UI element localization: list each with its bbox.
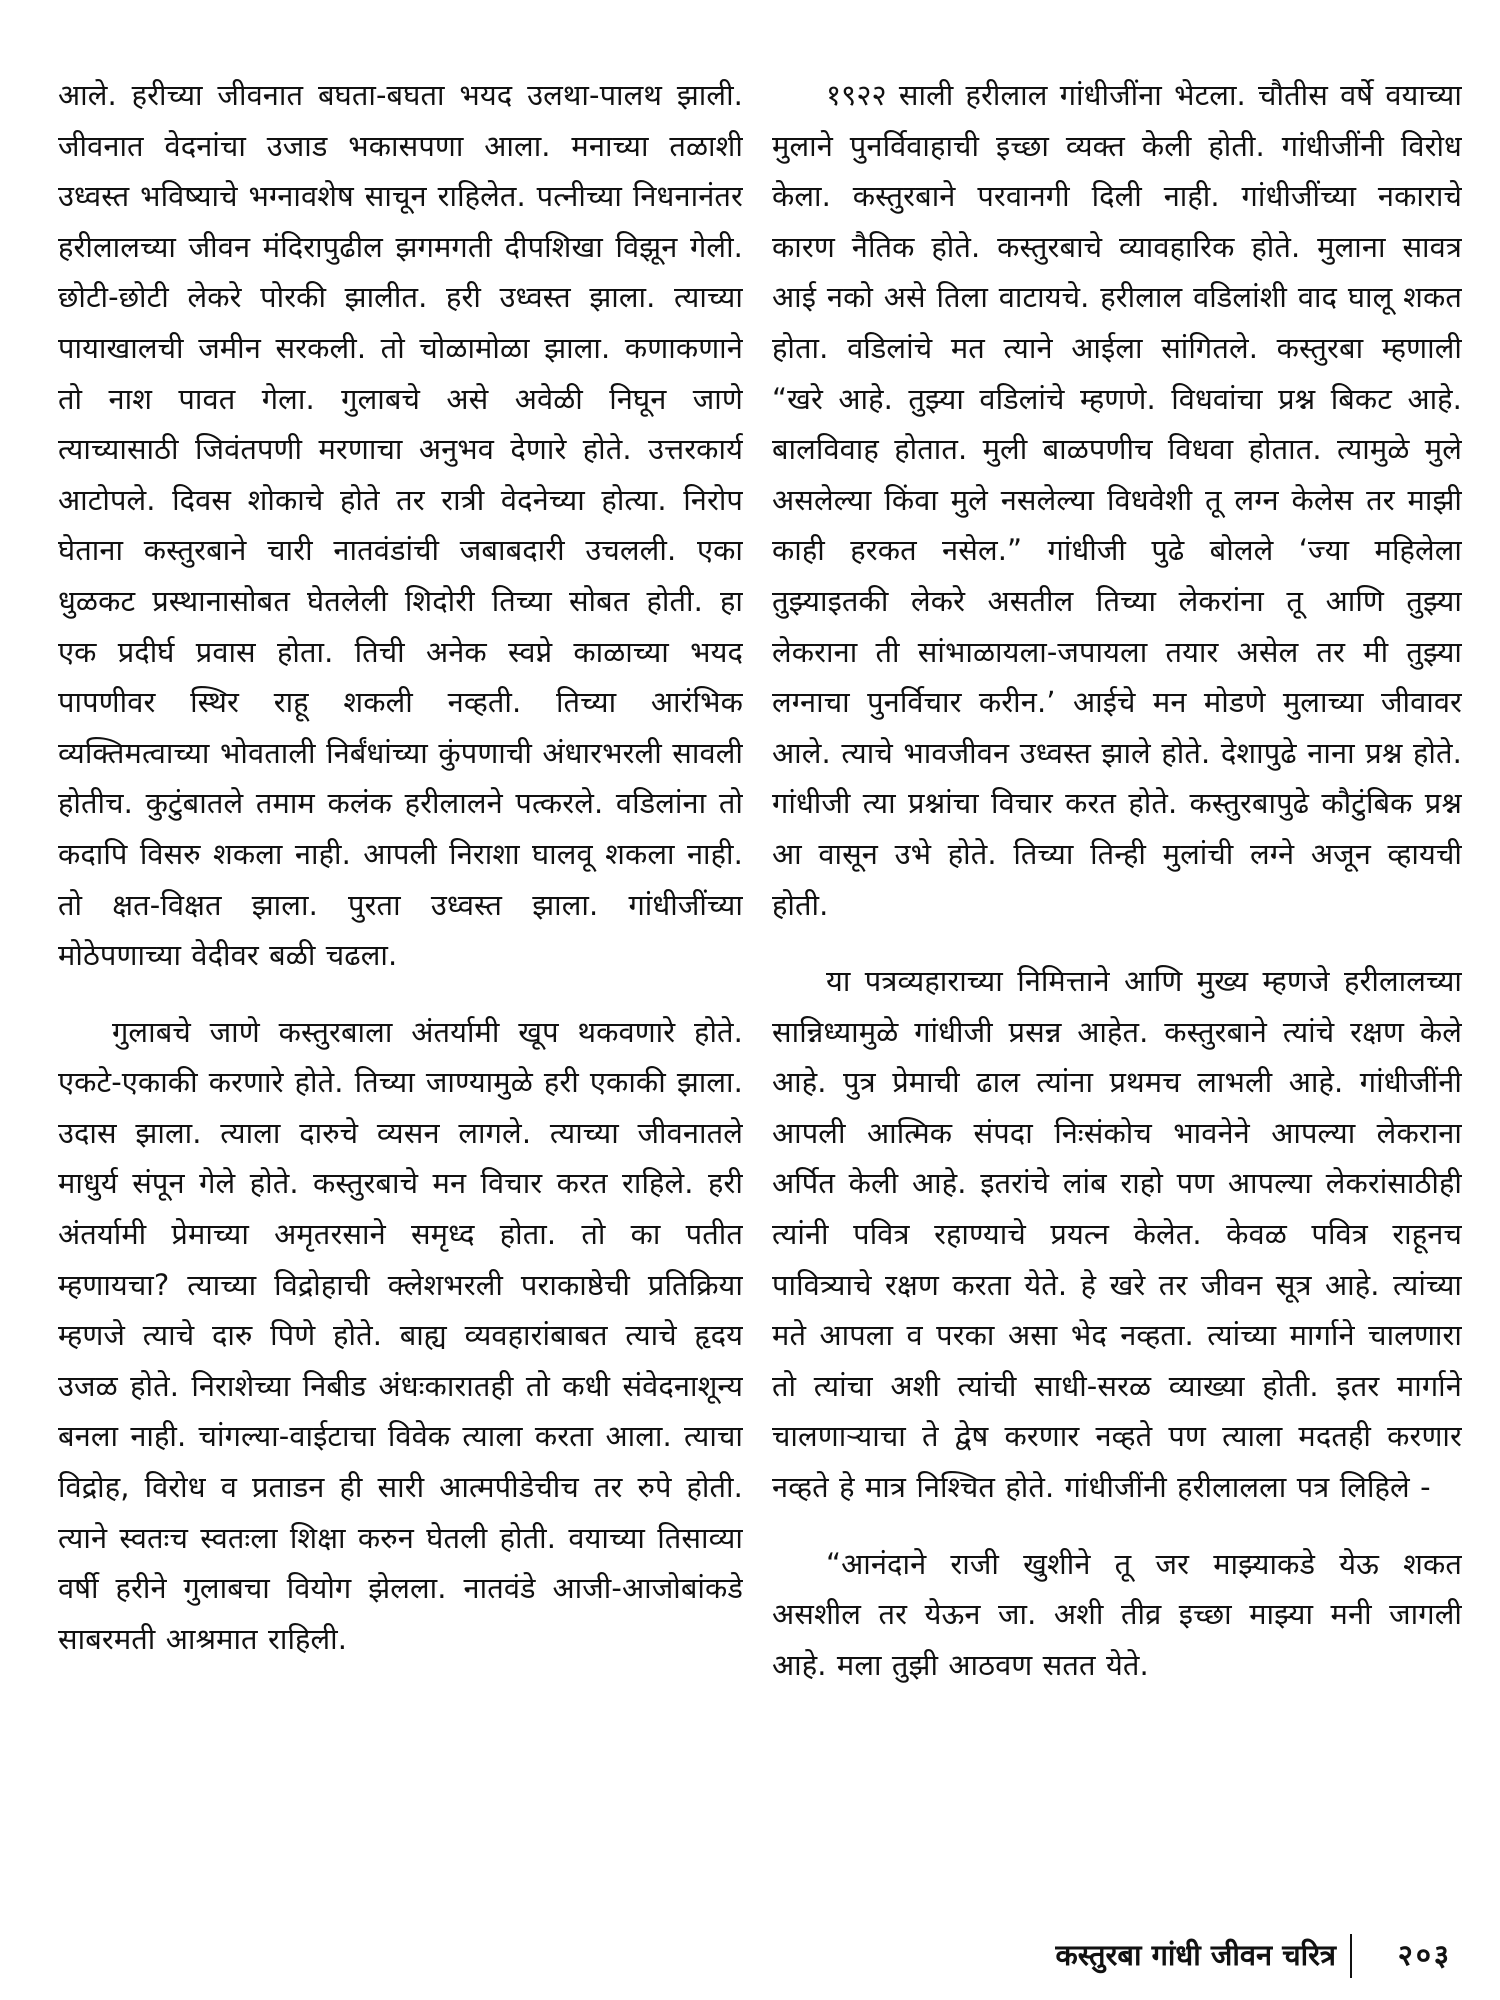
right-text-column (772, 70, 1462, 1900)
page-number: २०३ (1397, 1938, 1452, 1972)
paragraph: १९२२ साली हरीलाल गांधीजींना भेटला. चौतीस वर्षे वयाच्या मुलाने पुनर्विवाहाची इच्छा व्यक्त केली होती. गांधीजींनी विरोध केला. कस्तुरबाने परवानगी दिली नाही. गांधीजींच्या नकाराचे कारण नैतिक होते. कस्तुरबाचे व्यावहारिक होते. मुलाना सावत्र आई नको असे तिला वाटायचे. हरीलाल वडिलांशी वाद घालू शकत होता. वडिलांचे मत त्याने आईला सांगितले. कस्तुरबा म्हणाली “खरे आहे. तुझ्या वडिलांचे म्हणणे. विधवांचा प्रश्न बिकट आहे. बालविवाह होतात. मुली बाळपणीच विधवा होतात. त्यामुळे मुले असलेल्या किंवा मुले नसलेल्या विधवेशी तू लग्न केलेस तर माझी काही हरकत नसेल.” गांधीजी पुढे बोलले ‘ज्या महिलेला तुझ्याइतकी लेकरे असतील तिच्या लेकरांना तू आणि तुझ्या लेकराना ती सांभाळायला-जपायला तयार असेल तर मी तुझ्या लग्नाचा पुनर्विचार करीन.’ आईचे मन मोडणे मुलाच्या जीवावर आले. त्याचे भावजीवन उध्वस्त झाले होते. देशापुढे नाना प्रश्न होते. गांधीजी त्या प्रश्नांचा विचार करत होते. कस्तुरबापुढे कौटुंबिक प्रश्न आ वासून उभे होते. तिच्या तिन्ही मुलांची लग्ने अजून व्हायची होती. (772, 78, 1462, 922)
running-book-title: कस्तुरबा गांधी जीवन चरित्र (1055, 1938, 1336, 1972)
left-text-column (58, 70, 743, 1900)
page-footer (960, 1930, 1470, 1980)
paragraph: “आनंदाने राजी खुशीने तू जर माझ्याकडे येऊ शकत असशील तर येऊन जा. अशी तीव्र इच्छा माझ्या मनी जागली आहे. मला तुझी आठवण सतत येते. (772, 1546, 1462, 1682)
footer-divider (1350, 1934, 1352, 1978)
paragraph: गुलाबचे जाणे कस्तुरबाला अंतर्यामी खूप थकवणारे होते. एकटे-एकाकी करणारे होते. तिच्या जाण्यामुळे हरी एकाकी झाला. उदास झाला. त्याला दारुचे व्यसन लागले. त्याच्या जीवनातले माधुर्य संपून गेले होते. कस्तुरबाचे मन विचार करत राहिले. हरी अंतर्यामी प्रेमाच्या अमृतरसाने समृध्द होता. तो का पतीत म्हणायचा? त्याच्या विद्रोहाची क्लेशभरली पराकाष्ठेची प्रतिक्रिया म्हणजे त्याचे दारु पिणे होते. बाह्य व्यवहारांबाबत त्याचे हृदय उजळ होते. निराशेच्या निबीड अंधःकारातही तो कधी संवेदनाशून्य बनला नाही. चांगल्या-वाईटाचा विवेक त्याला करता आला. त्याचा विद्रोह, विरोध व प्रताडन ही सारी आत्मपीडेचीच तर रुपे होती. त्याने स्वतःच स्वतःला शिक्षा करुन घेतली होती. वयाच्या तिसाव्या वर्षी हरीने गुलाबचा वियोग झेलला. नातवंडे आजी-आजोबांकडे साबरमती आश्रमात राहिली. (58, 1014, 743, 1656)
paragraph: या पत्रव्यहाराच्या निमित्ताने आणि मुख्य म्हणजे हरीलालच्या सान्निध्यामुळे गांधीजी प्रसन्न आहेत. कस्तुरबाने त्यांचे रक्षण केले आहे. पुत्र प्रेमाची ढाल त्यांना प्रथमच लाभली आहे. गांधीजींनी आपली आत्मिक संपदा निःसंकोच भावनेने आपल्या लेकराना अर्पित केली आहे. इतरांचे लांब राहो पण आपल्या लेकरांसाठीही त्यांनी पवित्र रहाण्याचे प्रयत्न केलेत. केवळ पवित्र राहूनच पावित्र्याचे रक्षण करता येते. हे खरे तर जीवन सूत्र आहे. त्यांच्या मते आपला व परका असा भेद नव्हता. त्यांच्या मार्गाने चालणारा तो त्यांचा अशी त्यांची साधी-सरळ व्याख्या होती. इतर मार्गाने चालणाऱ्याचा ते द्वेष करणार नव्हते पण त्याला मदतही करणार नव्हते हे मात्र निश्चित होते. गांधीजींनी हरीलालला पत्र लिहिले - (772, 964, 1462, 1505)
paragraph: आले. हरीच्या जीवनात बघता-बघता भयद उलथा-पालथ झाली. जीवनात वेदनांचा उजाड भकासपणा आला. मनाच्या तळाशी उध्वस्त भविष्याचे भग्नावशेष साचून राहिलेत. पत्नीच्या निधनानंतर हरीलालच्या जीवन मंदिरापुढील झगमगती दीपशिखा विझून गेली. छोटी-छोटी लेकरे पोरकी झालीत. हरी उध्वस्त झाला. त्याच्या पायाखालची जमीन सरकली. तो चोळामोळा झाला. कणाकणाने तो नाश पावत गेला. गुलाबचे असे अवेळी निघून जाणे त्याच्यासाठी जिवंतपणी मरणाचा अनुभव देणारे होते. उत्तरकार्य आटोपले. दिवस शोकाचे होते तर रात्री वेदनेच्या होत्या. निरोप घेताना कस्तुरबाने चारी नातवंडांची जबाबदारी उचलली. एका धुळकट प्रस्थानासोबत घेतलेली शिदोरी तिच्या सोबत होती. हा एक प्रदीर्घ प्रवास होता. तिची अनेक स्वप्ने काळाच्या भयद पापणीवर स्थिर राहू शकली नव्हती. तिच्या आरंभिक व्यक्तिमत्वाच्या भोवताली निर्बंधांच्या कुंपणाची अंधारभरली सावली होतीच. कुटुंबातले तमाम कलंक हरीलालने पत्करले. वडिलांना तो कदापि विसरु शकला नाही. आपली निराशा घालवू शकला नाही. तो क्षत-विक्षत झाला. पुरता उध्वस्त झाला. गांधीजींच्या मोठेपणाच्या वेदीवर बळी चढला. (58, 78, 743, 973)
